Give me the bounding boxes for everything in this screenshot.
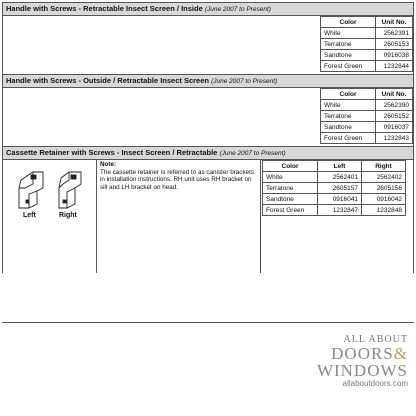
section-title: Handle with Screws - Outside / Retractable Insect Screen <box>6 76 209 85</box>
right-unit-cell: 1232848 <box>362 205 406 216</box>
logo-windows: WINDOWS <box>316 361 408 380</box>
section-dates: (June 2007 to Present) <box>211 78 278 85</box>
section-cassette-retainer <box>2 146 414 273</box>
color-cell: White <box>321 28 376 39</box>
section-dates: (June 2007 to Present) <box>204 6 271 13</box>
parts-sheet <box>2 2 414 273</box>
logo-line-1: ALL ABOUT <box>343 334 408 345</box>
unit-header: Unit No. <box>376 89 413 100</box>
right-label: Right <box>59 212 77 219</box>
left-bracket-icon <box>19 172 43 208</box>
table-row <box>321 28 413 39</box>
table-row <box>263 183 406 194</box>
color-cell: Terratone <box>321 39 376 50</box>
unit-header: Unit No. <box>376 17 413 28</box>
section-dates: (June 2007 to Present) <box>219 150 286 157</box>
table-row <box>321 50 413 61</box>
left-right-table <box>262 160 406 216</box>
table-row <box>321 61 413 72</box>
table-row <box>321 100 413 111</box>
color-header: Color <box>321 17 376 28</box>
unit-table <box>320 16 413 72</box>
color-cell: Forest Green <box>321 133 376 144</box>
unit-cell: 2605153 <box>376 39 413 50</box>
bottom-rule <box>2 322 414 323</box>
table-row <box>263 205 406 216</box>
unit-table <box>320 88 413 144</box>
color-cell: Forest Green <box>321 61 376 72</box>
left-unit-cell: 1232847 <box>318 205 362 216</box>
unit-cell: 1232844 <box>376 61 413 72</box>
right-unit-cell: 0916042 <box>362 194 406 205</box>
note-text: The cassette retainer is referred to as canister brackets in installation instructions. RH unit uses RH bracket on sill and LH bracket on head. <box>100 168 254 191</box>
table-row <box>263 172 406 183</box>
section-header <box>3 147 413 160</box>
right-unit-cell: 2562402 <box>362 172 406 183</box>
unit-cell: 2562391 <box>376 28 413 39</box>
left-unit-cell: 2605157 <box>318 183 362 194</box>
unit-cell: 0916037 <box>376 122 413 133</box>
color-cell: White <box>263 172 318 183</box>
section-header <box>3 3 413 16</box>
color-cell: Sandtone <box>321 122 376 133</box>
table-row <box>321 133 413 144</box>
unit-cell: 1232843 <box>376 133 413 144</box>
right-unit-cell: 2605156 <box>362 183 406 194</box>
watermark-logo <box>317 334 408 388</box>
right-header: Right <box>362 161 406 172</box>
logo-doors: DOORS <box>331 344 394 363</box>
table-row <box>321 122 413 133</box>
note-box <box>97 160 261 273</box>
section-title: Cassette Retainer with Screws - Insect Screen / Retractable <box>6 148 218 157</box>
color-cell: Terratone <box>263 183 318 194</box>
color-header: Color <box>321 89 376 100</box>
unit-cell: 2605152 <box>376 111 413 122</box>
table-row <box>321 111 413 122</box>
section-header <box>3 75 413 88</box>
bracket-drawing <box>3 160 96 273</box>
left-unit-cell: 0916041 <box>318 194 362 205</box>
color-cell: White <box>321 100 376 111</box>
logo-ampersand: & <box>393 344 408 363</box>
right-bracket-icon <box>59 172 81 208</box>
unit-cell: 2562390 <box>376 100 413 111</box>
color-cell: Terratone <box>321 111 376 122</box>
color-header: Color <box>263 161 318 172</box>
color-cell: Sandtone <box>321 50 376 61</box>
color-cell: Sandtone <box>263 194 318 205</box>
note-heading: Note: <box>100 161 117 168</box>
left-header: Left <box>318 161 362 172</box>
table-row <box>263 194 406 205</box>
unit-cell: 0916038 <box>376 50 413 61</box>
section-handle-inside <box>2 2 414 74</box>
left-label: Left <box>23 212 36 219</box>
bracket-illustration <box>3 160 97 273</box>
section-title: Handle with Screws - Retractable Insect Screen / Inside <box>6 4 203 13</box>
logo-url: allaboutdoors.com <box>342 379 408 388</box>
color-cell: Forest Green <box>263 205 318 216</box>
left-unit-cell: 2562401 <box>318 172 362 183</box>
section-handle-outside <box>2 74 414 146</box>
table-row <box>321 39 413 50</box>
